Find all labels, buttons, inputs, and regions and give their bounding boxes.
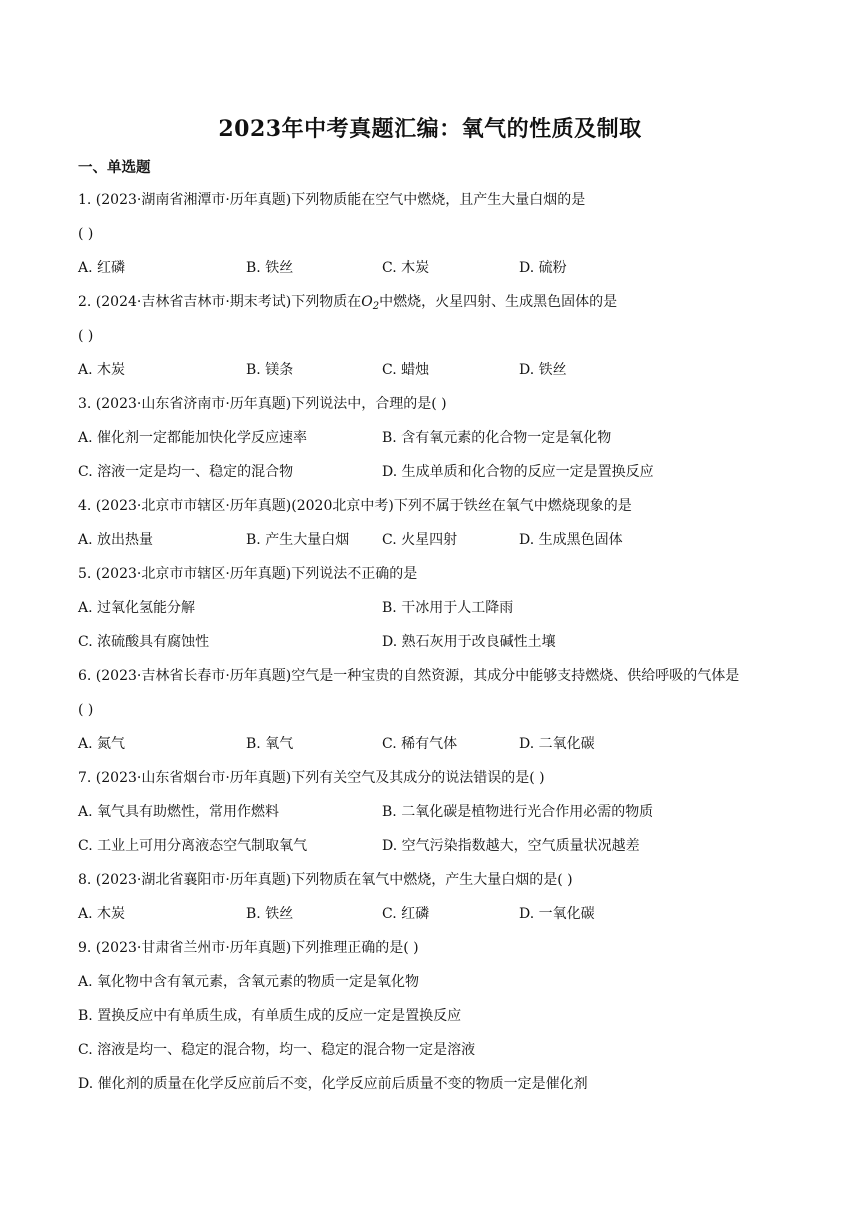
question-2-answer-blank: ( ) [78, 328, 94, 344]
question-8-stem: 8. (2023·湖北省襄阳市·历年真题)下列物质在氧气中燃烧，产生大量白烟的是( ) [78, 872, 573, 888]
question-4-option-c[interactable]: C. 火星四射 [382, 532, 458, 548]
question-9-stem: 9. (2023·甘肃省兰州市·历年真题)下列推理正确的是( ) [78, 940, 419, 956]
question-7-stem: 7. (2023·山东省烟台市·历年真题)下列有关空气及其成分的说法错误的是( ) [78, 770, 545, 786]
question-7-option-c[interactable]: C. 工业上可用分离液态空气制取氧气 [78, 838, 308, 854]
question-8-option-c[interactable]: C. 红磷 [382, 906, 430, 922]
question-1-option-d[interactable]: D. 硫粉 [519, 260, 567, 276]
question-6-option-b[interactable]: B. 氧气 [246, 736, 294, 752]
question-2-option-c[interactable]: C. 蜡烛 [382, 362, 430, 378]
question-5-option-d[interactable]: D. 熟石灰用于改良碱性土壤 [382, 634, 556, 650]
question-9-option-c[interactable]: C. 溶液是均一、稳定的混合物，均一、稳定的混合物一定是溶液 [78, 1042, 476, 1058]
question-1-option-a[interactable]: A. 红磷 [78, 260, 126, 276]
question-6-answer-blank: ( ) [78, 702, 94, 718]
question-3-option-a[interactable]: A. 催化剂一定都能加快化学反应速率 [78, 430, 308, 446]
question-2-option-a[interactable]: A. 木炭 [78, 362, 126, 378]
question-1-option-b[interactable]: B. 铁丝 [246, 260, 294, 276]
question-3-stem: 3. (2023·山东省济南市·历年真题)下列说法中，合理的是( ) [78, 396, 447, 412]
question-1-stem: 1. (2023·湖南省湘潭市·历年真题)下列物质能在空气中燃烧，且产生大量白烟的是 [78, 192, 586, 208]
question-4-option-d[interactable]: D. 生成黑色固体 [519, 532, 623, 548]
question-6-option-d[interactable]: D. 二氧化碳 [519, 736, 595, 752]
question-2-stem-prefix: 2. (2024·吉林省吉林市·期末考试)下列物质在 [78, 294, 362, 310]
question-8-option-b[interactable]: B. 铁丝 [246, 906, 294, 922]
question-6-option-a[interactable]: A. 氮气 [78, 736, 126, 752]
question-7-option-d[interactable]: D. 空气污染指数越大，空气质量状况越差 [382, 838, 640, 854]
question-9-option-a[interactable]: A. 氧化物中含有氧元素，含氧元素的物质一定是氧化物 [78, 974, 420, 990]
question-8-option-d[interactable]: D. 一氧化碳 [519, 906, 595, 922]
section-heading: 一、单选题 [78, 159, 151, 176]
question-9-option-d[interactable]: D. 催化剂的质量在化学反应前后不变，化学反应前后质量不变的物质一定是催化剂 [78, 1076, 588, 1092]
question-3-option-b[interactable]: B. 含有氧元素的化合物一定是氧化物 [382, 430, 612, 446]
question-2-option-b[interactable]: B. 镁条 [246, 362, 294, 378]
question-4-stem: 4. (2023·北京市市辖区·历年真题)(2020北京中考)下列不属于铁丝在氧气中燃烧现象的是 [78, 498, 632, 514]
question-1-answer-blank: ( ) [78, 226, 94, 242]
oxygen-formula-subscript: 2 [372, 301, 380, 312]
question-3-option-d[interactable]: D. 生成单质和化合物的反应一定是置换反应 [382, 464, 654, 480]
question-5-option-a[interactable]: A. 过氧化氢能分解 [78, 600, 196, 616]
question-8-option-a[interactable]: A. 木炭 [78, 906, 126, 922]
question-6-option-c[interactable]: C. 稀有气体 [382, 736, 458, 752]
question-7-option-b[interactable]: B. 二氧化碳是植物进行光合作用必需的物质 [382, 804, 654, 820]
question-5-option-c[interactable]: C. 浓硫酸具有腐蚀性 [78, 634, 210, 650]
question-9-option-b[interactable]: B. 置换反应中有单质生成，有单质生成的反应一定是置换反应 [78, 1008, 462, 1024]
question-5-option-b[interactable]: B. 干冰用于人工降雨 [382, 600, 514, 616]
question-6-stem: 6. (2023·吉林省长春市·历年真题)空气是一种宝贵的自然资源，其成分中能够支持燃烧、供给呼吸的气体是 [78, 668, 740, 684]
question-4-option-a[interactable]: A. 放出热量 [78, 532, 154, 548]
question-7-option-a[interactable]: A. 氧气具有助燃性，常用作燃料 [78, 804, 280, 820]
question-2-stem [78, 292, 617, 317]
question-1-option-c[interactable]: C. 木炭 [382, 260, 430, 276]
question-5-stem: 5. (2023·北京市市辖区·历年真题)下列说法不正确的是 [78, 566, 418, 582]
question-2-option-d[interactable]: D. 铁丝 [519, 362, 567, 378]
oxygen-formula: O [361, 294, 373, 310]
question-4-option-b[interactable]: B. 产生大量白烟 [246, 532, 350, 548]
question-3-option-c[interactable]: C. 溶液一定是均一、稳定的混合物 [78, 464, 294, 480]
document-title: 2023年中考真题汇编：氧气的性质及制取 [218, 116, 642, 142]
question-2-stem-suffix: 中燃烧，火星四射、生成黑色固体的是 [379, 294, 618, 310]
